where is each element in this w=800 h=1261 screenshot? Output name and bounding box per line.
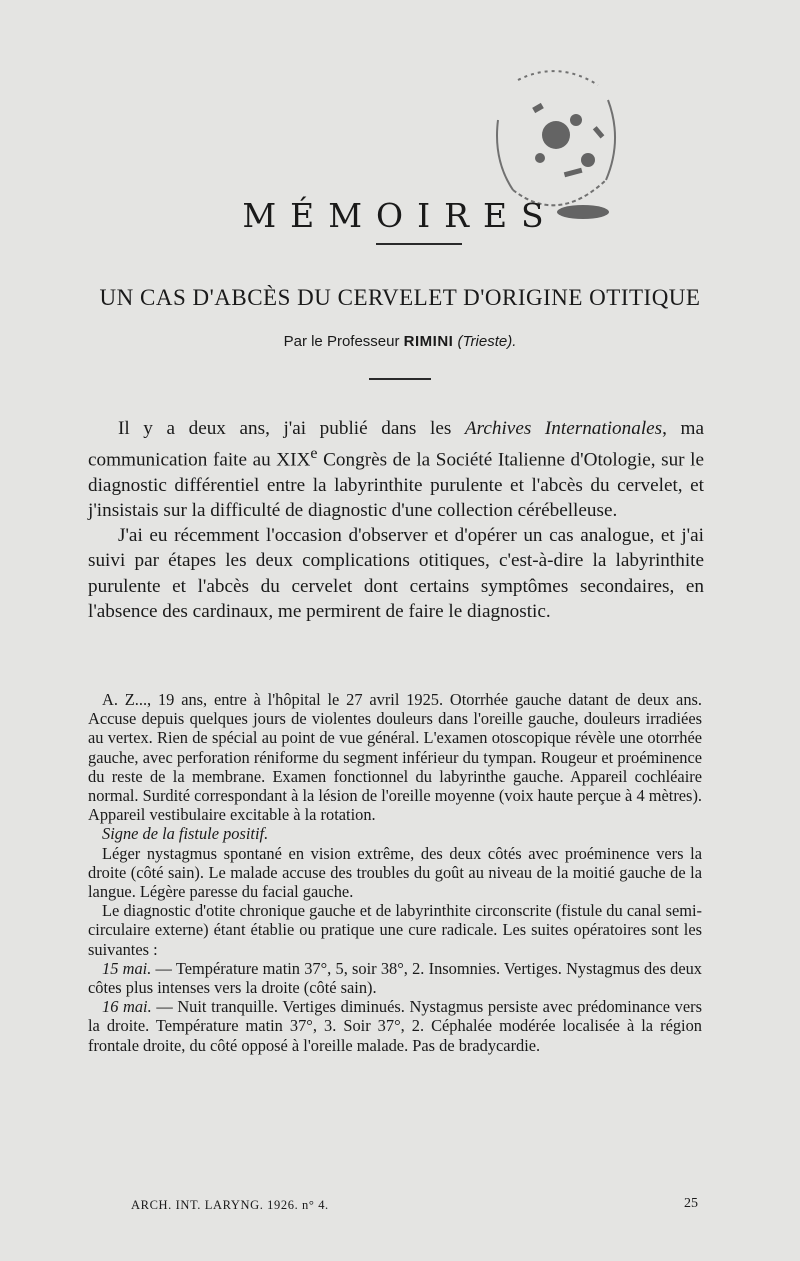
section-title: MÉMOIRES <box>242 196 558 235</box>
entry-text: — Nuit tranquille. Vertiges diminués. Nystagmus persiste avec prédominance vers la droite. Température matin 37°, 3. Soir 37°, 2. Céphalée modérée localisée à la région frontale droite, du côté opposé à l'oreille malade. Pas de bradycardie. <box>88 997 702 1055</box>
author-name: RIMINI <box>403 333 454 350</box>
byline-divider <box>369 378 431 380</box>
entry-date: 15 mai. <box>102 958 152 978</box>
case-paragraph <box>88 959 702 997</box>
case-paragraph: A. Z..., 19 ans, entre à l'hôpital le 27 avril 1925. Otorrhée gauche datant de deux ans. Accuse depuis quelques jours de violentes douleurs dans l'oreille gauche, douleurs irradiées au vertex. Rien de spécial au point de vue général. L'examen otoscopique révèle une otorrhée gauche, avec perforation réniforme du segment inférieur du tympan. Rougeur et proéminence du reste de la membrane. Examen fonctionnel du labyrinthe gauche. Appareil cochléaire normal. Surdité correspondant à la lésion de l'oreille moyenne (voix haute perçue à 4 mètres). Appareil vestibulaire excitable à la rotation. <box>88 690 702 825</box>
intro-paragraph <box>88 416 704 523</box>
entry-date: 16 mai. <box>102 997 152 1017</box>
fistula-sign: Signe de la fistule positif. <box>102 824 269 844</box>
title-divider <box>376 243 462 245</box>
byline <box>0 333 800 350</box>
intro-text-run: Il y a deux ans, j'ai publié dans les <box>118 418 465 439</box>
case-paragraph <box>88 824 702 843</box>
case-paragraph: Léger nystagmus spontané en vision extrême, des deux côtés avec proéminence vers la droite (côté sain). Le malade accuse des troubles du goût au niveau de la moitié gauche de la langue. Légère paresse du facial gauche. <box>88 843 702 902</box>
article-title: UN CAS D'ABCÈS DU CERVELET D'ORIGINE OTITIQUE <box>99 285 701 310</box>
intro-paragraph: J'ai eu récemment l'occasion d'observer et d'opérer un cas analogue, et j'ai suivi par étapes les deux complications otitiques, c'est-à-dire la labyrinthite purulente et l'abcès du cervelet dont certains symptômes secondaires, en l'absence des cardinaux, me permirent de faire le diagnostic. <box>88 525 704 622</box>
intro-text-run: , ma communication faite au XIX <box>88 418 704 471</box>
case-report <box>88 690 702 1055</box>
intro-text <box>88 416 704 624</box>
case-paragraph <box>88 997 702 1055</box>
author-location: (Trieste). <box>457 333 517 350</box>
journal-reference: ARCH. INT. LARYNG. 1926. n° 4. <box>131 1198 329 1212</box>
page-number: 25 <box>684 1196 698 1211</box>
entry-text: — Température matin 37°, 5, soir 38°, 2. Insomnies. Vertiges. Nystagmus des deux côtes plus intenses vers la droite (côté sain). <box>88 958 702 998</box>
ordinal-superscript: e <box>310 445 318 463</box>
byline-prefix: Par le Professeur <box>283 333 400 350</box>
intro-text-run: Congrès de la Société Italienne d'Otologie, sur le diagnostic différentiel entre la labyrinthite purulente et l'abcès du cervelet, et j'insistais sur la difficulté de diagnostic d'une collection cérébelleuse. <box>88 449 704 521</box>
case-paragraph: Le diagnostic d'otite chronique gauche et de labyrinthite circonscrite (fistule du canal semi-circulaire externe) étant établie ou pratique une cure radicale. Les suites opératoires sont les suivantes : <box>88 901 702 959</box>
journal-name: Archives Internationales <box>464 418 663 439</box>
